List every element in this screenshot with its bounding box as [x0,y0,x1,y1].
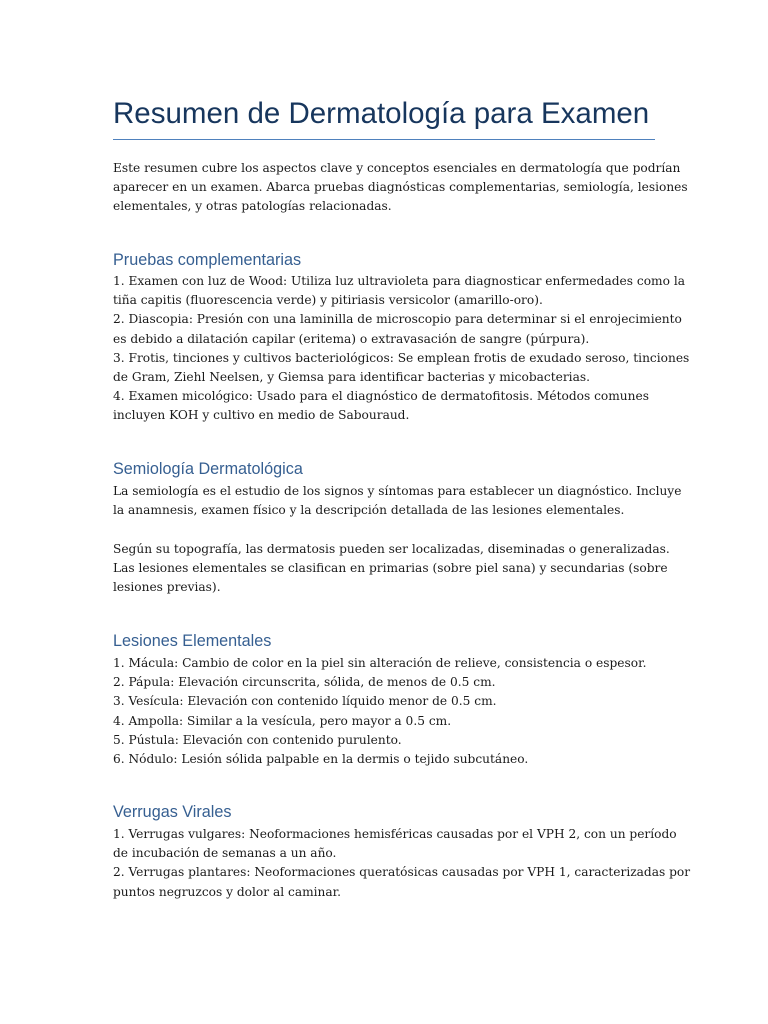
list-item: tiña capitis (fluorescencia verde) y pitiriasis versicolor (amarillo-oro). [113,293,543,308]
section-body-semiologia-p1 [113,482,682,520]
list-item: 3. Vesícula: Elevación con contenido líquido menor de 0.5 cm. [113,694,497,709]
list-item: 5. Pústula: Elevación con contenido purulento. [113,732,402,747]
list-item: de Gram, Ziehl Neelsen, y Giemsa para identificar bacterias y micobacterias. [113,370,590,385]
list-item: incluyen KOH y cultivo en medio de Sabouraud. [113,408,410,423]
title-divider [113,139,655,140]
section-heading-lesiones: Lesiones Elementales [113,632,272,650]
paragraph-line: lesiones previas). [113,580,221,595]
intro-line: aparecer en un examen. Abarca pruebas diagnósticas complementarias, semiología, lesiones [113,180,688,195]
section-body-lesiones [113,654,658,769]
list-item: 3. Frotis, tinciones y cultivos bacteriológicos: Se emplean frotis de exudado seroso, tinciones [113,350,690,365]
list-item: puntos negruzcos y dolor al caminar. [113,884,342,899]
section-heading-pruebas: Pruebas complementarias [113,251,302,269]
list-item: 6. Nódulo: Lesión sólida palpable en la dermis o tejido subcutáneo. [113,752,529,767]
section-heading-verrugas: Verrugas Virales [113,803,232,821]
list-item: 1. Verrugas vulgares: Neoformaciones hemisféricas causadas por el VPH 2, con un período [113,827,677,841]
list-item: 2. Verrugas plantares: Neoformaciones queratósicas causadas por VPH 1, caracterizadas por [113,865,691,880]
intro-line: elementales, y otras patologías relacionadas. [113,199,392,214]
section-body-pruebas [113,272,690,426]
section-body-semiologia-p2 [113,540,670,598]
list-item: 1. Mácula: Cambio de color en la piel sin alteración de relieve, consistencia o espesor. [113,656,647,670]
section-body-verrugas [113,825,691,902]
paragraph-line: Las lesiones elementales se clasifican en primarias (sobre piel sana) y secundarias (sobre [113,561,668,576]
list-item: 2. Pápula: Elevación circunscrita, sólida, de menos de 0.5 cm. [113,675,496,690]
paragraph-line: La semiología es el estudio de los signos y síntomas para establecer un diagnóstico. Incluye [113,484,682,498]
paragraph-line: Según su topografía, las dermatosis pueden ser localizadas, diseminadas o generalizadas. [113,542,670,556]
list-item: 2. Diascopia: Presión con una laminilla de microscopio para determinar si el enrojecimiento [113,312,682,327]
list-item: es debido a dilatación capilar (eritema) o extravasación de sangre (púrpura). [113,331,590,346]
list-item: de incubación de semanas a un año. [113,846,337,861]
list-item: 4. Ampolla: Similar a la vesícula, pero mayor a 0.5 cm. [113,713,452,728]
list-item: 4. Examen micológico: Usado para el diagnóstico de dermatofitosis. Métodos comunes [113,389,649,404]
paragraph-line: la anamnesis, examen físico y la descripción detallada de las lesiones elementales. [113,503,625,518]
list-item: 1. Examen con luz de Wood: Utiliza luz ultravioleta para diagnosticar enfermedades como la [113,274,685,288]
document-title: Resumen de Dermatología para Examen [113,97,650,130]
intro-paragraph [113,159,688,217]
section-heading-semiologia: Semiología Dermatológica [113,460,303,478]
intro-line: Este resumen cubre los aspectos clave y conceptos esenciales en dermatología que podrían [113,161,681,175]
